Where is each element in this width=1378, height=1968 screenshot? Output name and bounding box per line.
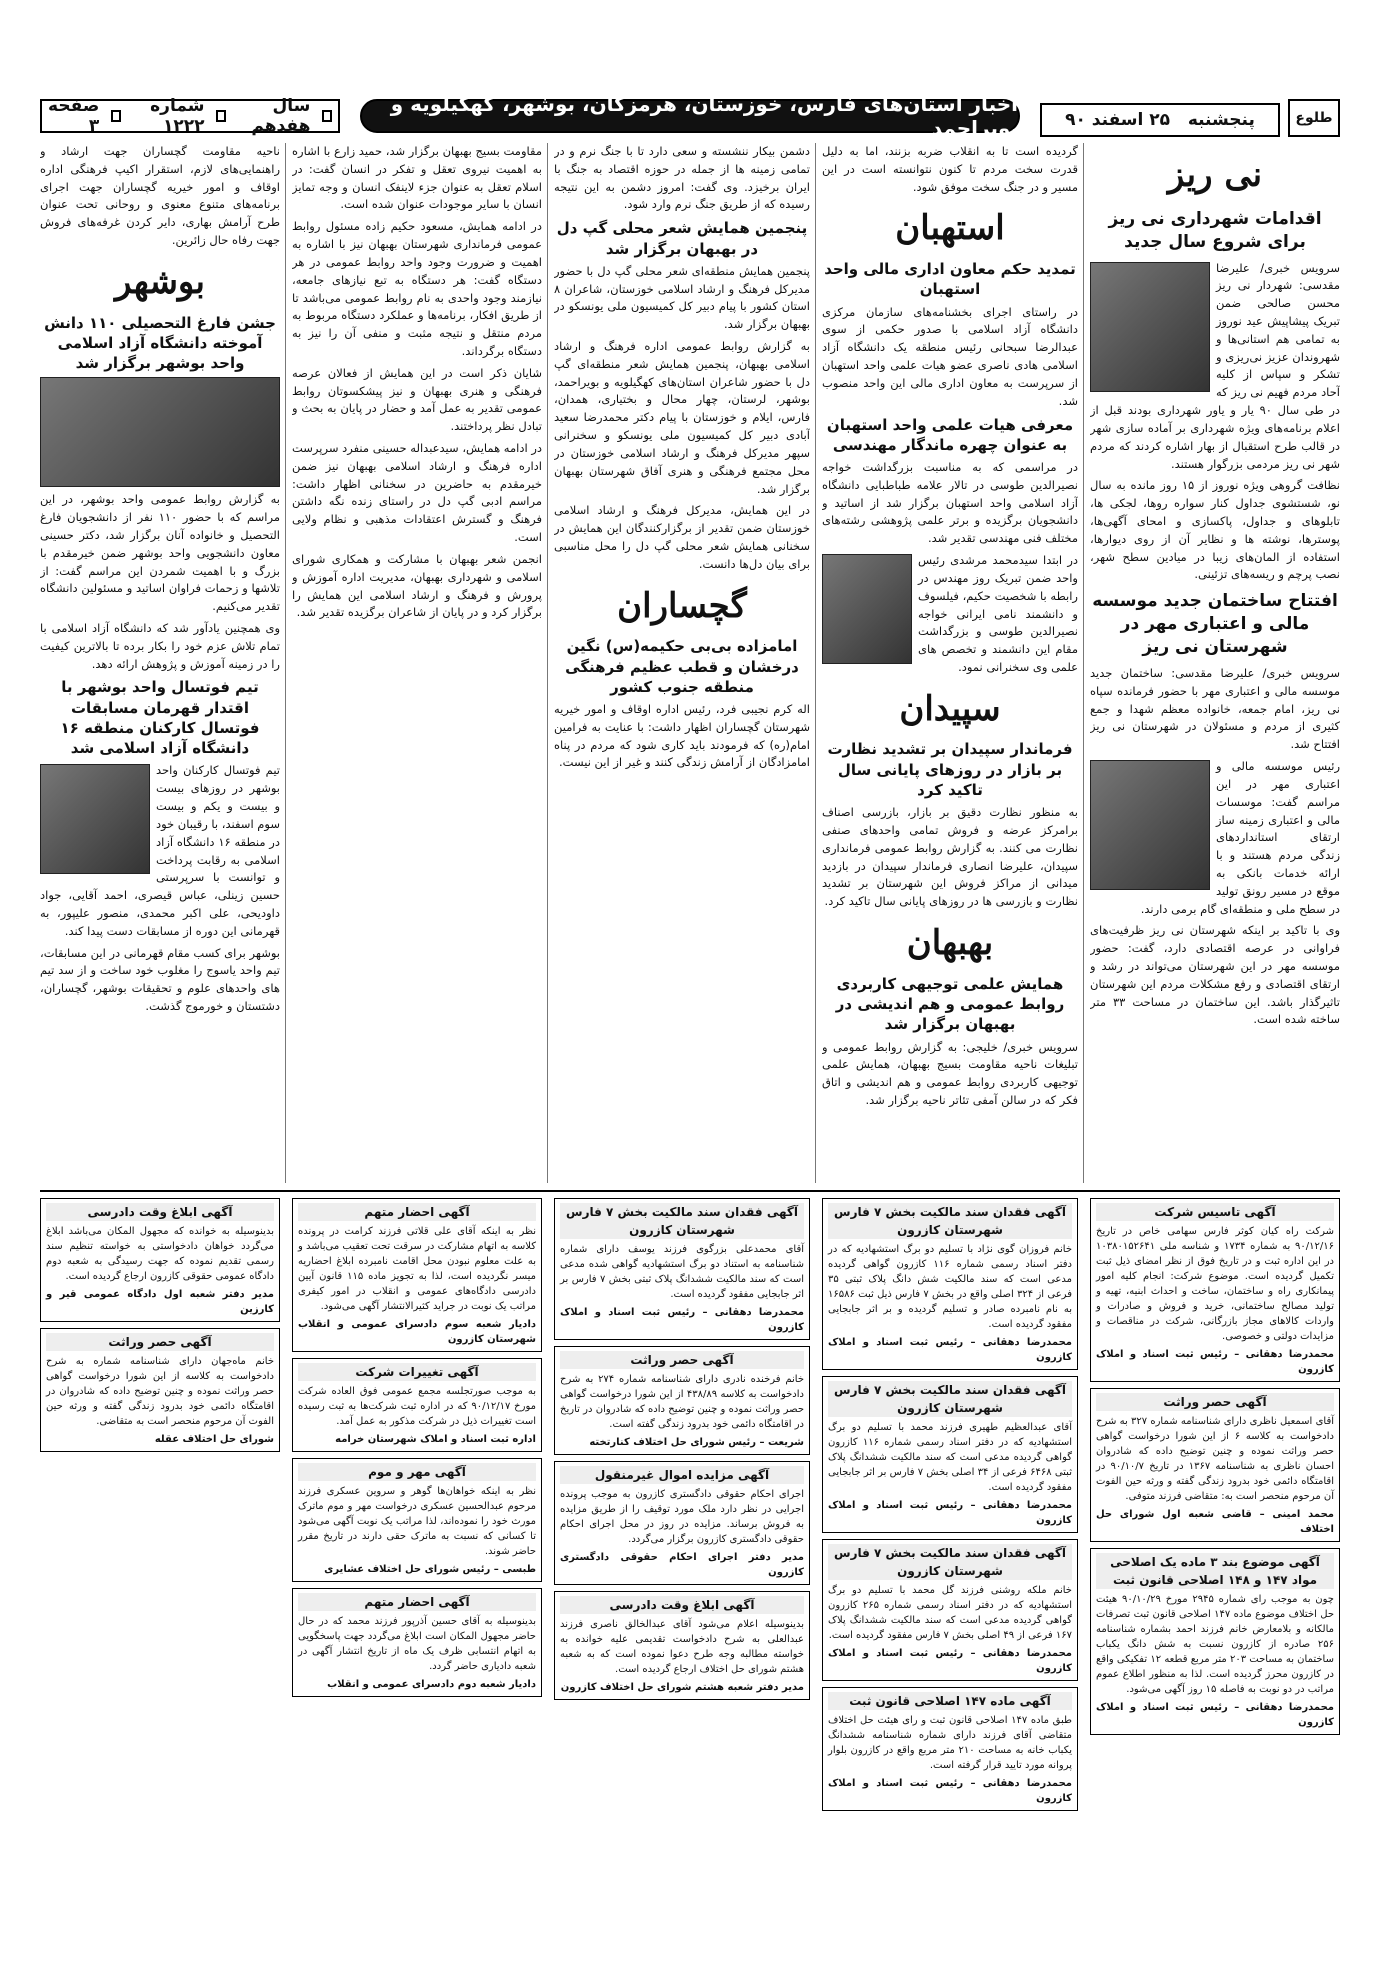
article-paragraph: گردیده است تا به انقلاب ضربه بزنند، اما به دلیل قدرت سخت مردم تا کنون نتوانسته است در این مسیر و در جنگ سخت موفق شود. [822,144,1078,194]
article-paragraph: به گزارش روابط عمومی اداره فرهنگ و ارشاد اسلامی بهبهان، پنجمین همایش شعر منطقه‌ای گپ دل با حضور شاعران استان‌های کهگیلویه و بویراحمد، بوشهر، لرستان، چهار محال و بختیاری، همدان، فارس، ایلام و خوزستان با پیام دکتر محمدرضا سعید آبادی دبیر کل کمیسیون ملی یونسکو و سخنرانی سپهر مدیرکل فرهنگ و ارشاد اسلامی خوزستان در محل مجتمع فرهنگی و هنری آفاق شهرستان بهبهان برگزار شد. [554,339,810,496]
legal-ad [1090,1198,1340,1382]
ad-signature: شورای حل اختلاف عقله [154,1434,274,1445]
ad-title: آگهی حصر وراثت [46,1333,274,1351]
page-header [40,92,1340,140]
ad-title: آگهی فقدان سند مالکیت بخش ۷ فارس شهرستان کازرون [828,1381,1072,1417]
ad-body: آقای عبدالعظیم طهیری فرزند محمد با تسلیم دو برگ استشهادیه که در دفتر اسناد رسمی شماره ۱۱۶ کازرون گواهی گردیده مدعی است که سند مالکیت ششدانگ پلاک ثبتی ۶۴۶۸ فرعی از ۳۴ اصلی بخش ۷ فارس بر اثر جابجایی مفقود گردیده است. [828,1422,1072,1493]
ad-body: بدینوسیله به آقای حسین آذرپور فرزند محمد که در حال حاضر مجهول المکان است ابلاغ می‌گردد جهت پاسخگویی به اتهام انتسابی ظرف یک ماه از تاریخ انتشار آگهی در شعبه دادیاری حاضر گردد. [298,1616,536,1672]
ad-signature: محمد امینی – قاضی شعبه اول شورای حل اختلاف [1096,1509,1334,1535]
ad-signature: شریعت – رئیس شورای حل اختلاف کنارتخته [589,1437,804,1448]
ad-title: آگهی مهر و موم [298,1463,536,1481]
column-bushehr [40,143,280,1183]
article-headline: افتتاح ساختمان جدید موسسه مالی و اعتباری مهر در شهرستان نی ریز [1092,591,1338,658]
ad-body: نظر به اینکه آقای علی قلاتی فرزند کرامت در پرونده کلاسه به اتهام مشارکت در سرقت تحت تعقیب می‌باشد و به علت معلوم نبودن محل اقامت نامبرده ابلاغ احضاریه میسر نگردیده است، لذا به تجویز ماده ۱۱۵ قانون آیین دادرسی دادگاه‌های عمومی و انقلاب در امور کیفری مراتب یک نوبت در جراید کثیرالانتشار آگهی می‌شود. [298,1226,536,1312]
header-issue-box [40,96,340,136]
article-paragraph: وی همچنین یادآور شد که دانشگاه آزاد اسلامی با تمام تلاش عزم خود را بکار برده تا بالاترین کیفیت را در زمینه آموزش و پژوهش ارائه دهد. [40,621,280,671]
header-date-box [1040,103,1280,137]
header-year: سال هفدهم [251,96,311,136]
ad-signature: طبسی – رئیس شورای حل اختلاف عشایری [324,1564,536,1575]
article-headline: همایش علمی توجیهی کاربردی روابط عمومی و هم اندیشی در بهبهان برگزار شد [835,974,1065,1034]
ad-signature: محمدرضا دهقانی – رئیس ثبت اسناد و املاک کازرون [560,1307,804,1333]
article-paragraph: سرویس خبری/ علیرضا مقدسی: شهردار نی ریز محسن صالحی ضمن تبریک پیشاپیش عید نوروز به تمامی هم استانی‌ها و شهروندان عزیز نی‌ریزی و تشکر و سپاس از کلیه آحاد مردم فهیم نی ریز که در طی سال ۹۰ یار و یاور شهرداری بودند قبل از اعلام برنامه‌های ویژه شهرداری بر آماده سازی شهر در قالب طرح استقبال از بهار اشاره کردند که مردم شهر نی ریز مردمی بزرگوار هستند. [1090,260,1340,471]
legal-ad [822,1539,1078,1681]
column-neyriz [1090,143,1340,1183]
article-paragraph: نظافت گروهی ویژه نوروز از ۱۵ روز مانده به سال نو، شستشوی جداول کنار سواره روها، لجکی ها، تابلوهای و جداول، پاکسازی و امحای آگهی‌ها، پوسترها، نوشته ها و نظایر آن از روی دیوارها، استفاده از المان‌های زیبا در میادین سطح شهر، نصب پرچم و ریسه‌های تزئینی. [1090,478,1340,582]
ad-title: آگهی احضار متهم [298,1593,536,1611]
legal-ad [1090,1388,1340,1542]
ad-title: آگهی تاسیس شرکت [1096,1203,1334,1221]
article-paragraph: پنجمین همایش منطقه‌ای شعر محلی گپ دل با حضور مدیرکل فرهنگ و ارشاد اسلامی خوزستان، شاعران ۸ استان کشور با پیام دبیر کل کمیسیون ملی یونسکو در بهبهان برگزار شد. [554,263,810,332]
article-paragraph: در ادامه همایش، سیدعبداله حسینی منفرد سرپرست اداره فرهنگ و ارشاد اسلامی بهبهان نیز ضمن خیرمقدم به حاضرین در سخنانی اظهار داشت: مراسم ادبی گپ دل در راستای زنده نگه داشتن فرهنگ و گسترش اعتقادات مذهبی و نظام ولایی است. [292,441,542,545]
article-paragraph: در ادامه همایش، مسعود حکیم زاده مسئول روابط عمومی فرمانداری شهرستان بهبهان نیز با اشاره به اهمیت و ضرورت وجود واحد روابط عمومی در هر دستگاه گفت: هر دستگاه به تبع نیازهای جامعه، نیازمند وجود واحدی به نام روابط عمومی می‌باشد تا از طریق افکار، برنامه‌ها و عملکرد دستگاه مربوط به مردم منتقل و نتیجه مثبت و منفی آن را نیز به دستگاه برگرداند. [292,219,542,358]
ad-title: آگهی تغییرات شرکت [298,1363,536,1381]
ad-signature: محمدرضا دهقانی – رئیس ثبت اسناد و املاک کازرون [828,1500,1072,1526]
ad-body: آقای محمدعلی بزرگوی فرزند یوسف دارای شماره شناسنامه به استناد دو برگ استشهادیه گواهی شده مدعی است که سند مالکیت ششدانگ پلاک ثبتی بخش ۷ فارس بر اثر جابجایی مفقود گردیده است. [560,1244,804,1300]
ad-signature: مدیر دفتر شعبه اول دادگاه عمومی قیر و کارزین [46,1289,274,1315]
article-paragraph: انجمن شعر بهبهان با مشارکت و همکاری شورای اسلامی و شهرداری بهبهان، مدیریت اداره آموزش و پرورش و فرهنگ و ارشاد اسلامی این همایش را برگزار کرد و در پایان از شاعران برگزیده تقدیر شد. [292,551,542,620]
ads-column [554,1198,810,1924]
column-divider [285,143,286,1183]
legal-ad [554,1461,810,1585]
column-behbahan-continued [292,143,542,1183]
legal-ad [822,1376,1078,1533]
legal-ad [292,1458,542,1582]
graduation-photo [40,377,280,487]
legal-ad [292,1198,542,1352]
ad-body: چون به موجب رای شماره ۲۹۴۵ مورخ ۹۰/۱۰/۲۹ هیئت حل اختلاف موضوع ماده ۱۴۷ اصلاحی قانون ثبت تصرفات مالکانه و بلامعارض خانم فرزند احمد بشماره شناسنامه ۲۵۶ صادره از کازرون نسبت به شش دانگ یکباب ساختمان به مساحت ۲۰۳ متر مربع قطعه ۱۲ تفکیکی واقع در کازرون محرز گردیده است. لذا به منظور اطلاع عموم مراتب در دو نوبت به فاصله ۱۵ روز آگهی می‌شود. [1096,1594,1334,1695]
header-issue: شماره ۱۲۲۲ [150,96,205,136]
article-paragraph: دشمن بیکار ننشسته و سعی دارد تا با جنگ نرم و در تمامی زمینه ها از جمله در حوزه اقتصاد به جنگ با ایران برخیزد. وی گفت: امروز دشمن به این نتیجه رسیده که از طریق جنگ نرم وارد شود. [554,144,810,212]
header-day: پنجشنبه [1187,110,1255,130]
ad-title: آگهی مزایده اموال غیرمنقول [560,1466,804,1484]
ad-body: شرکت راه کیان کوثر فارس سهامی خاص در تاریخ ۹۰/۱۲/۱۶ به شماره ۱۷۳۴ و شناسه ملی ۱۰۳۸۰۱۵۲۶۴۱ در این اداره ثبت و در تاریخ فوق از نظر امضای ذیل ثبت تکمیل گردیده است. موضوع شرکت: انجام کلیه امور پیمانکاری راه و ساختمان، ساخت و احداث ابنیه، تهیه و تولید مصالح ساختمانی، خرید و فروش و صادرات و واردات کالاهای مجاز بازرگانی، شرکت در مناقصات و مزایدات دولتی و خصوصی. [1096,1226,1334,1342]
article-headline: فرماندار سپیدان بر تشدید نظارت بر بازار در روزهای پایانی سال تاکید کرد [827,740,1073,799]
ad-body: نظر به اینکه خواهان‌ها گوهر و سروین عسکری فرزند مرحوم عبدالحسین عسکری درخواست مهر و موم ماترک مورث خود را نموده‌اند، لذا مراتب یک نوبت آگهی می‌شود تا کسانی که نسبت به ماترک حقی دارند در تاریخ مقرر حاضر شوند. [298,1486,536,1557]
ads-section [40,1190,1340,1925]
legal-ad [554,1198,810,1340]
square-icon [111,110,121,122]
newspaper-logo: طلوع [1288,99,1340,137]
ad-title: آگهی ماده ۱۴۷ اصلاحی قانون ثبت [828,1692,1072,1710]
legal-ad [40,1328,280,1452]
ad-title: آگهی فقدان سند مالکیت بخش ۷ فارس شهرستان کازرون [828,1544,1072,1580]
ad-signature: محمدرضا دهقانی – رئیس ثبت اسناد و املاک کازرون [1096,1349,1334,1375]
header-section-title: اخبار استان‌های فارس، خوزستان، هرمزگان، بوشهر، کهگیلویه و بویراحمد [360,99,1020,133]
legal-ad [1090,1548,1340,1735]
ad-signature: مدیر دفتر شعبه هشتم شورای حل اختلاف کازرون [560,1682,804,1693]
legal-ad [40,1198,280,1322]
ad-body: خانم فروزان گوی نژاد با تسلیم دو برگ استشهادیه که در دفتر اسناد رسمی شماره ۱۱۶ کازرون گواهی گردیده مدعی است که سند مالکیت شش دانگ پلاک ثبتی ۳۵ فرعی از ۳۲۴ اصلی واقع در بخش ۷ فارس ذیل ثبت ۱۶۵۸۶ به نام نامبرده صادر و تسلیم گردیده و بر اثر جابجایی مفقود گردیده است. [828,1244,1072,1330]
ads-column [292,1198,542,1924]
ad-body: خانم ملکه روشنی فرزند گل محمد با تسلیم دو برگ استشهادیه که در دفتر اسناد رسمی شماره ۲۶۵ کازرون گواهی گردیده مدعی است که سند مالکیت ششدانگ پلاک ۱۶۷ فرعی از ۴۹ اصلی بخش ۷ فارس مفقود گردیده است. [828,1585,1072,1641]
article-paragraph: رئیس موسسه مالی و اعتباری مهر در این مراسم گفت: موسسات مالی و اعتباری زمینه ساز ارتقای استانداردهای زندگی مردم هستند و با ارائه خدمات بانکی به موقع در مسیر رونق تولید در سطح ملی و منطقه‌ای گام برمی دارند. [1140,759,1340,916]
ad-title: آگهی حصر وراثت [560,1351,804,1369]
ad-signature: محمدرضا دهقانی – رئیس ثبت اسناد و املاک کازرون [1096,1702,1334,1728]
article-headline: اقدامات شهرداری نی ریز برای شروع سال جدید [1108,208,1322,252]
article-paragraph: به گزارش روابط عمومی واحد بوشهر، در این مراسم که با حضور ۱۱۰ نفر از دانشجویان فارغ التحصیل و خانواده آنان برگزار شد، دکتر حسینی معاون دانشجویی واحد بوشهر ضمن خیرمقدم با بزرگ و با اهمیت شمردن این مراسم گفت: از تلاشها و زحمات فراوان اساتید و مسئولین دانشگاه تقدیر می‌کنیم. [40,492,280,614]
article-paragraph: تیم فوتسال کارکنان واحد بوشهر در روزهای بیست و بیست و یکم و بیست سوم اسفند، با رقیبان خود در منطقه ۱۶ دانشگاه آزاد اسلامی به رقابت پرداخت و توانست با سرپرستی حسین زینلی، عباس قیصری، احمد آقایی، جواد داودیحی، علی اکبر محمدی، منصور علیپور، به قهرمانی این دوره از مسابقات دست پیدا کند. [40,763,280,938]
legal-ad [554,1346,810,1455]
article-photo [1090,262,1210,392]
article-paragraph: سرویس خبری/ خلیجی: به گزارش روابط عمومی و تبلیغات ناحیه مقاومت بسیج بهبهان، همایش علمی توجیهی کاربردی روابط عمومی و هم اندیشی و اتاق فکر که در سالن آمفی تئاتر ناحیه برگزار شد. [822,1039,1078,1107]
article-paragraph: بوشهر برای کسب مقام قهرمانی در این مسابقات، تیم واحد یاسوج را مغلوب خود ساخت و از سد تیم های واحدهای علوم و تحقیقات بوشهر، گچساران، دشتستان و خورموج گذشت. [40,945,280,1013]
column-estahban [822,143,1078,1183]
article-photo [822,554,912,664]
legal-ad [292,1588,542,1697]
ad-signature: محمدرضا دهقانی – رئیس ثبت اسناد و املاک کازرون [828,1337,1072,1363]
ad-body: طبق ماده ۱۴۷ اصلاحی قانون ثبت و رای هیئت حل اختلاف متقاضی آقای فرزند دارای شماره شناسنامه ششدانگ یکباب خانه به مساحت ۲۱۰ متر مربع واقع در کازرون بلوار پروانه مورد تایید قرار گرفته است. [828,1715,1072,1771]
ad-body: اجرای احکام حقوقی دادگستری کازرون به موجب پرونده اجرایی در نظر دارد ملک مورد توقیف را از طریق مزایده به فروش برساند. مزایده در روز در محل اجرای احکام حقوقی دادگستری کازرون برگزار می‌گردد. [560,1489,804,1545]
article-paragraph: در این همایش، مدیرکل فرهنگ و ارشاد اسلامی خوزستان ضمن تقدیر از برگزارکنندگان این همایش در سخنانی همایش شعر محلی گپ دل را محل مناسبی برای بیان دل‌ها دانست. [554,503,810,571]
article-paragraph: وی با تاکید بر اینکه شهرستان نی ریز ظرفیت‌های فراوانی در عرصه اقتصادی دارد، گفت: حضور موسسه مهر در این شهرستان می‌تواند در رشد و ارتقای اقتصادی و رفع مشکلات مردم این شهرستان تاثیرگذار باشد. این ساختمان در مساحت ۳۳ متر ساخته شده است. [1090,923,1340,1027]
ad-body: خانم ماه‌جهان دارای شناسنامه شماره به شرح دادخواست به کلاسه از این شورا درخواست گواهی حصر وراثت نموده و چنین توضیح داده که شادروان در اقامتگاه دائمی خود بدرود زندگی گفته و ورثه حین الفوت آن مرحوم منحصر است به متقاضی. [46,1356,274,1427]
ad-signature: محمدرضا دهقانی – رئیس ثبت اسناد و املاک کازرون [828,1648,1072,1674]
article-paragraph: شایان ذکر است در این همایش از فعالان عرصه فرهنگی و هنری بهبهان و نیز پیشکسوتان روابط عمومی تقدیر به عمل آمد و حضار در پایان به بحث و تبادل نظر پرداختند. [292,365,542,434]
ad-title: آگهی ابلاغ وقت دادرسی [46,1203,274,1221]
article-paragraph: در ابتدا سیدمحمد مرشدی رئیس واحد ضمن تبریک روز مهندس در رابطه با شخصیت حکیم، فیلسوف و دانشمند نامی ایرانی خواجه نصیرالدین طوسی و بزرگداشت مقام این دانشمند و تخصص های علمی وی سخنرانی نمود. [918,553,1078,674]
article-paragraph: در مراسمی که به مناسبت بزرگداشت خواجه نصیرالدین طوسی در تالار علامه طباطبایی دانشگاه آزاد اسلامی واحد استهبان برگزار شد از اساتید و دانشجویان برگزیده و برتر علمی پژوهشی رشته‌های مختلف فنی مهندسی تقدیر شد. [822,460,1078,546]
ad-title: آگهی حصر وراثت [1096,1393,1334,1411]
article-paragraph: ناحیه مقاومت گچساران جهت ارشاد و راهنمایی‌های لازم، استقرار اکیپ فرهنگی اداره اوقاف و امور خیریه گچساران جهت اجرای برنامه‌های متنوع معنوی و روحانی تحت عنوان طرح آرامش بهاری، دایر کردن غرفه‌های فروش جهت رفاه حال زائرین. [40,144,280,248]
city-title: بوشهر [115,261,205,302]
article-photo [1090,760,1210,890]
ad-title: آگهی فقدان سند مالکیت بخش ۷ فارس شهرستان کازرون [560,1203,804,1239]
column-divider [547,143,548,1183]
legal-ad [822,1198,1078,1370]
ad-title: آگهی ابلاغ وقت دادرسی [560,1596,804,1614]
article-headline: تمدید حکم معاون اداری مالی واحد استهبان [824,260,1076,299]
ad-signature: دادیار شعبه دوم دادسرای عمومی و انقلاب [327,1679,536,1690]
header-page: صفحه ۳ [48,96,100,136]
newspaper-page [40,92,1340,1925]
square-icon [322,110,332,122]
article-paragraph: اله کرم نجیبی فرد، رئیس اداره اوقاف و امور خیریه شهرستان گچساران اظهار داشت: با عنایت به فرامین امام(ره) که فرمودند باید کاری شود که مردم در پناه امامزادگان از آرامش زندگی کنند و غیر از این نیست. [554,702,810,770]
city-title: گچساران [617,585,747,626]
ads-column [1090,1198,1340,1924]
ad-body: بدینوسیله به خوانده که مجهول المکان می‌باشد ابلاغ می‌گردد خواهان دادخواستی به خواسته تنظیم سند رسمی تقدیم نموده که جهت رسیدگی به شعبه دوم دادگاه عمومی حقوقی کازرون ارجاع گردیده است. [46,1226,274,1282]
article-headline: معرفی هیات علمی واحد استهبان به عنوان چهره ماندگار مهندسی [826,415,1074,454]
square-icon [216,110,226,122]
article-paragraph: سرویس خبری/ علیرضا مقدسی: ساختمان جدید موسسه مالی و اعتباری مهر با حضور فرمانده سپاه نی ریز، امام جمعه، خانواده معظم شهدا و جمع کثیری از مردم و مسئولان در شهرستان نی ریز افتتاح شد. [1090,666,1340,752]
article-paragraph: مقاومت بسیج بهبهان برگزار شد، حمید زارع با اشاره به اهمیت نیروی تعقل و تفکر در انسان گفت: در اسلام تعقل به عنوان جزء لاینفک انسان و وجه تمایز انسان با سایر موجودات عنوان شده است. [292,144,542,212]
article-headline: امامزاده بی‌بی حکیمه(س) نگین درخشان و قطب عظیم فرهنگی منطقه جنوب کشور [565,637,799,696]
article-headline: جشن فارغ التحصیلی ۱۱۰ دانش آموخته دانشگاه آزاد اسلامی واحد بوشهر برگزار شد [44,313,276,373]
article-headline: پنجمین همایش شعر محلی گپ دل در بهبهان برگزار شد [556,219,808,258]
ad-signature: محمدرضا دهقانی – رئیس ثبت اسناد و املاک کازرون [828,1778,1072,1804]
ads-column [40,1198,280,1924]
column-divider [1083,143,1084,1183]
legal-ad [292,1358,542,1452]
ad-signature: اداره ثبت اسناد و املاک شهرستان خرامه [335,1434,536,1445]
ad-signature: دادیار شعبه سوم دادسرای عمومی و انقلاب شهرستان کازرون [298,1319,536,1345]
ad-body: آقای اسمعیل ناظری دارای شناسنامه شماره ۳۲۷ به شرح دادخواست به کلاسه ۶ از این شورا درخواست گواهی حصر وراثت نموده و چنین توضیح داده که شادروان احسان ناظری به شناسنامه ۱۳۶۷ در تاریخ ۹۰/۱۰/۷ در اقامتگاه دائمی خود بدرود زندگی گفته و ورثه حین الفوت آن مرحوم منحصر است به: متقاضی فرزند متوفی. [1096,1416,1335,1502]
ad-body: بدینوسیله اعلام می‌شود آقای عبدالخالق ناصری فرزند عبدالعلی به شرح دادخواست تقدیمی علیه خوانده به خواسته مطالبه وجه طرح دعوا نموده است که به شعبه هشتم شورای حل اختلاف ارجاع گردیده است. [560,1619,804,1675]
ad-title: آگهی فقدان سند مالکیت بخش ۷ فارس شهرستان کازرون [828,1203,1072,1239]
city-title: نی ریز [1167,155,1263,195]
column-divider [815,143,816,1183]
city-title: سپیدان [899,688,1001,729]
article-paragraph: به منظور نظارت دقیق بر بازار، بازرسی اصناف برامرکز عرضه و فروش تمامی واحدهای صنفی نظارت می کنند. به گزارش روابط عمومی فرمانداری سپیدان، علیرضا انصاری فرماندار سپیدان در بازدید میدانی از مراکز فروش این شهرستان بر تشدید نظارت و بازرسی ها در روزهای پایانی سال تاکید کرد. [822,805,1078,909]
ad-title: آگهی احضار متهم [298,1203,536,1221]
column-behbahan-gachsaran [554,143,810,1183]
header-date: ۲۵ اسفند ۹۰ [1065,110,1171,130]
ad-body: به موجب صورتجلسه مجمع عمومی فوق العاده شرکت مورخ ۹۰/۱۲/۱۷ که در اداره ثبت شرکت‌ها به ثبت رسیده است تغییرات ذیل در شرکت مذکور به عمل آمد. [298,1386,536,1427]
article-paragraph: در راستای اجرای بخشنامه‌های سازمان مرکزی دانشگاه آزاد اسلامی با صدور حکمی از سوی عبدالرضا سبحانی رئیس منطقه یک دانشگاه آزاد اسلامی هادی ناصری عضو هیات علمی واحد استهبان از سرپرست به معاون اداری مالی این واحد منصوب شد. [822,304,1078,408]
team-photo [40,764,150,874]
city-title: بهبهان [906,923,994,964]
ads-column [822,1198,1078,1924]
legal-ad [554,1591,810,1700]
article-headline: تیم فوتسال واحد بوشهر با اقتدار قهرمان مسابقات فوتسال کارکنان منطقه ۱۶ دانشگاه آزاد اسلامی شد [60,678,260,758]
legal-ad [822,1687,1078,1811]
ad-signature: مدیر دفتر اجرای احکام حقوقی دادگستری کازرون [560,1552,804,1578]
ad-title: آگهی موضوع بند ۳ ماده یک اصلاحی مواد ۱۴۷ و ۱۴۸ اصلاحی قانون ثبت [1096,1553,1334,1589]
city-title: استهبان [895,208,1005,249]
ad-body: خانم فرخنده نادری دارای شناسنامه شماره ۲۷۴ به شرح دادخواست به کلاسه ۴۳۸/۸۹ از این شورا درخواست گواهی حصر وراثت نموده و چنین توضیح داده که شادروان در تاریخ در اقامتگاه دائمی خود بدرود زندگی گفته است. [560,1374,804,1430]
